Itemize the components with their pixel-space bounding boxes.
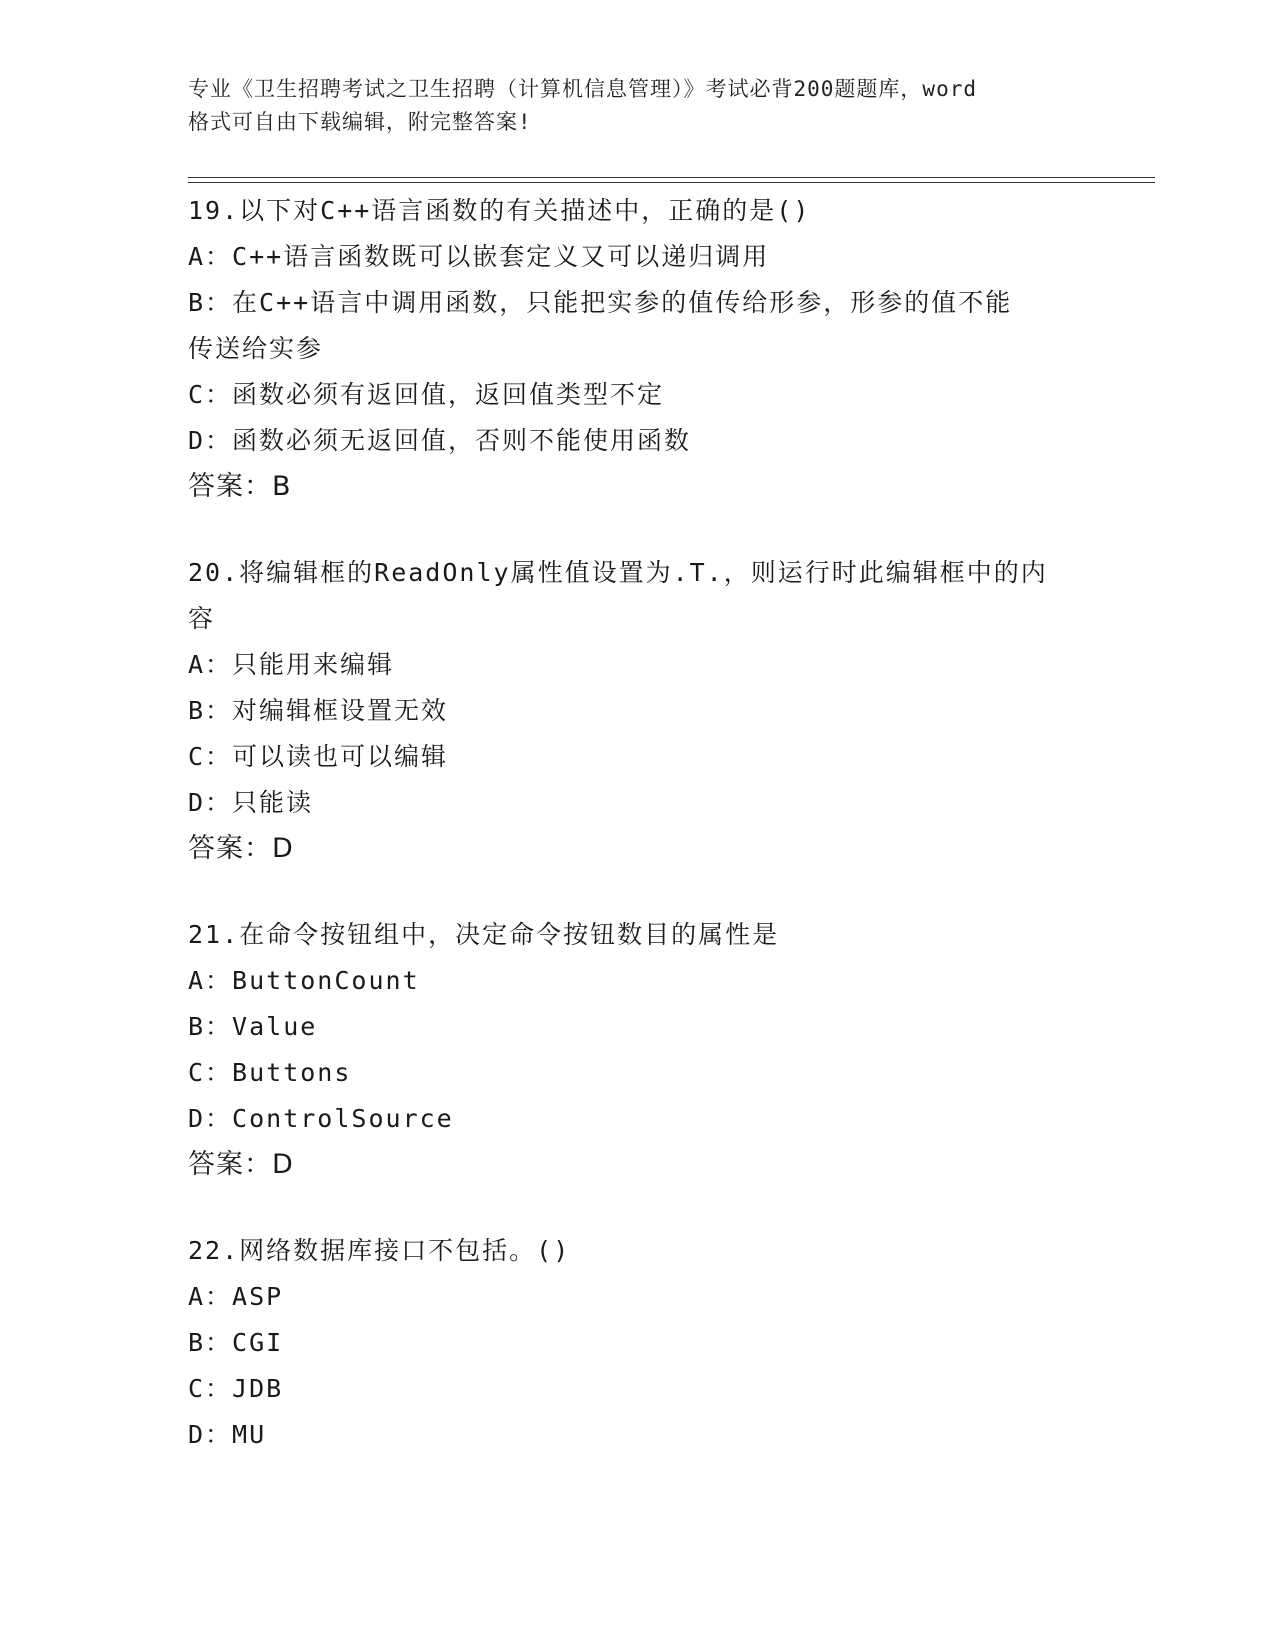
document-header	[188, 73, 1088, 139]
answer-option: A：只能用来编辑	[188, 650, 395, 679]
answer-label: 答案：	[188, 1149, 272, 1180]
answer-option: B：Value	[188, 1012, 318, 1041]
question-block	[188, 188, 1088, 510]
answer-option: C：JDB	[188, 1374, 284, 1403]
answer-line	[188, 464, 1088, 510]
answer-value: D	[272, 833, 294, 864]
answer-line	[188, 826, 1088, 872]
header-line-1: 专业《卫生招聘考试之卫生招聘（计算机信息管理）》考试必背200题题库，word	[188, 77, 977, 101]
answer-line	[188, 1142, 1088, 1188]
answer-option: B：CGI	[188, 1328, 284, 1357]
answer-option: 传送给实参	[188, 334, 324, 363]
answer-option: D：函数必须无返回值，否则不能使用函数	[188, 426, 692, 455]
answer-option: B：在C++语言中调用函数，只能把实参的值传给形参，形参的值不能	[188, 288, 1013, 317]
answer-label: 答案：	[188, 471, 272, 502]
answer-option: D：只能读	[188, 788, 314, 817]
header-divider-top	[188, 177, 1155, 178]
question-stem: 22.网络数据库接口不包括。()	[188, 1236, 571, 1265]
question-list	[188, 188, 1088, 1458]
answer-option: D：MU	[188, 1420, 267, 1449]
answer-option: A：ButtonCount	[188, 966, 420, 995]
answer-option: C：可以读也可以编辑	[188, 742, 449, 771]
question-block	[188, 550, 1088, 872]
question-stem: 20.将编辑框的ReadOnly属性值设置为.T.，则运行时此编辑框中的内	[188, 558, 1048, 587]
answer-value: B	[272, 471, 292, 502]
answer-option: B：对编辑框设置无效	[188, 696, 449, 725]
header-divider-bottom	[188, 182, 1155, 183]
question-stem: 19.以下对C++语言函数的有关描述中，正确的是()	[188, 196, 811, 225]
answer-option: C：函数必须有返回值，返回值类型不定	[188, 380, 665, 409]
question-stem: 21.在命令按钮组中，决定命令按钮数目的属性是	[188, 920, 780, 949]
answer-label: 答案：	[188, 833, 272, 864]
question-block	[188, 1228, 1088, 1458]
question-stem: 容	[188, 604, 216, 633]
answer-option: A：ASP	[188, 1282, 284, 1311]
answer-value: D	[272, 1149, 294, 1180]
answer-option: C：Buttons	[188, 1058, 352, 1087]
question-block	[188, 912, 1088, 1188]
header-line-2: 格式可自由下载编辑，附完整答案!	[188, 110, 532, 134]
answer-option: D：ControlSource	[188, 1104, 454, 1133]
answer-option: A：C++语言函数既可以嵌套定义又可以递归调用	[188, 242, 770, 271]
